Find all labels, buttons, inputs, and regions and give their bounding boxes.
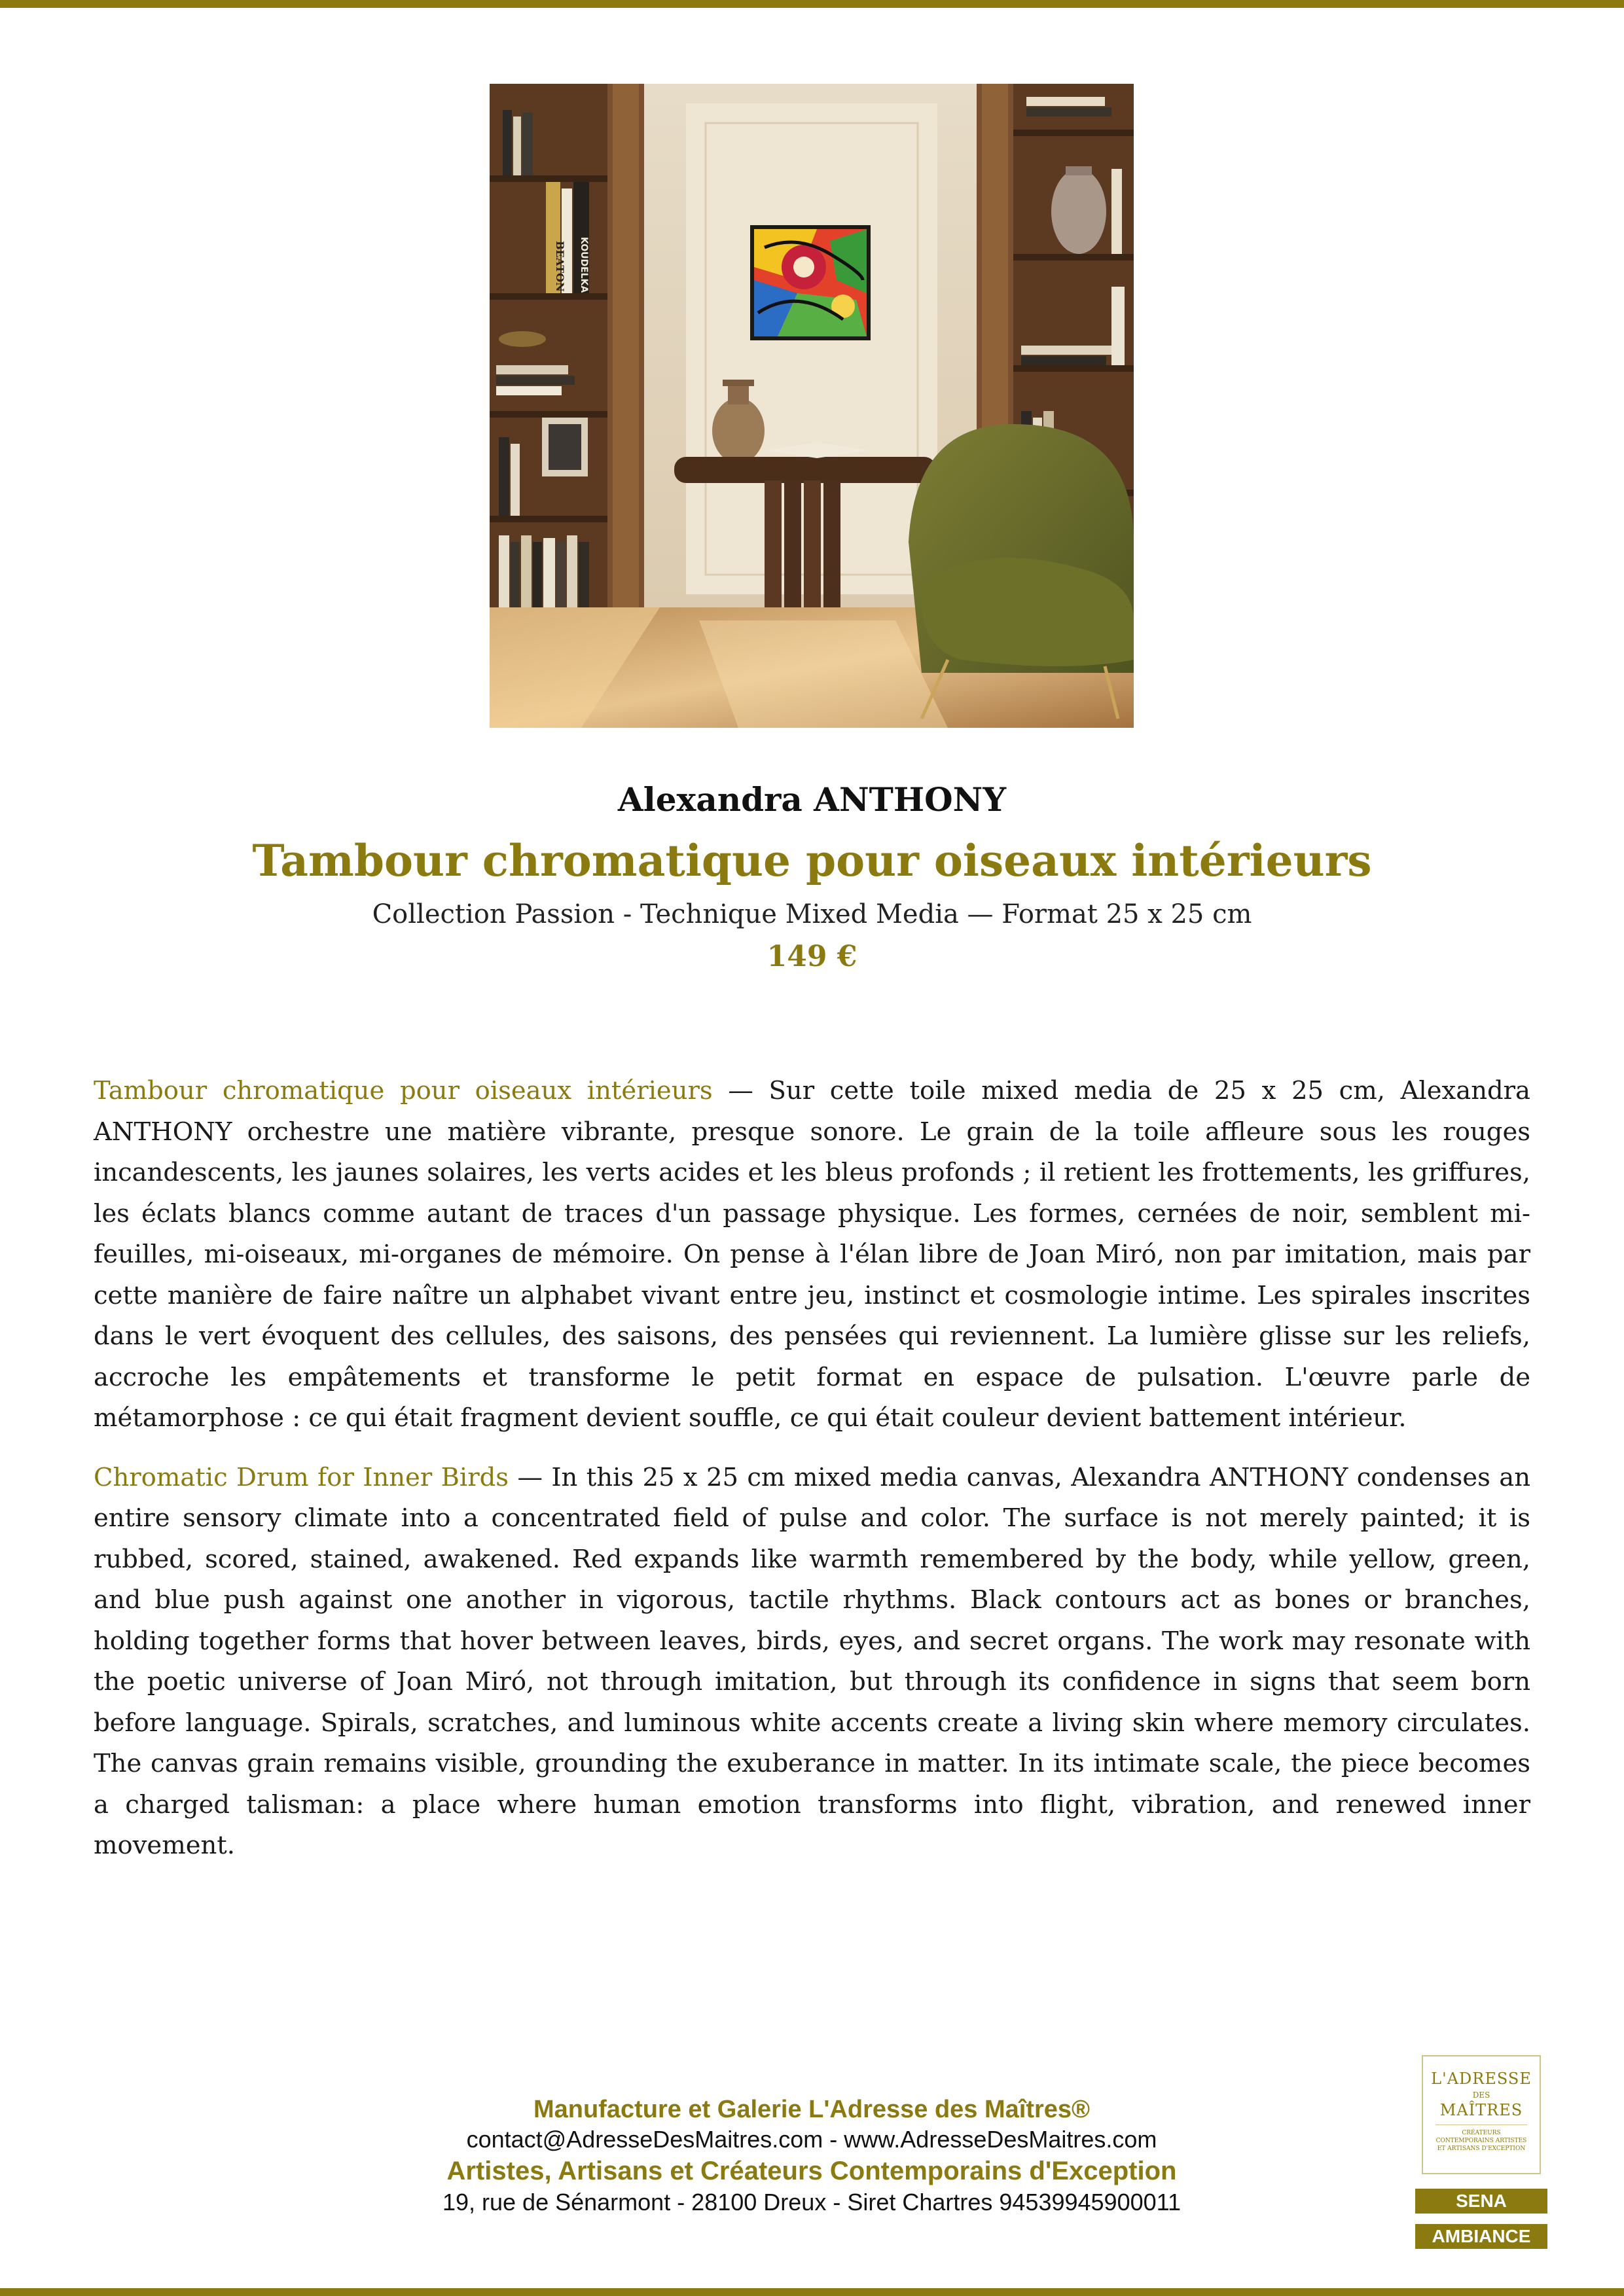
book-spine-beaton: BEATON xyxy=(554,241,566,292)
artwork-price: 149 € xyxy=(767,940,857,973)
description-en xyxy=(94,1458,1530,1867)
logo-line-2: DES xyxy=(1472,2090,1490,2100)
description-fr xyxy=(94,1071,1530,1439)
footer-contact[interactable]: contact@AdresseDesMaitres.com - www.AdresseDesMaitres.com xyxy=(466,2126,1157,2153)
artwork-subtitle: Collection Passion - Technique Mixed Media — Format 25 x 25 cm xyxy=(372,899,1252,929)
description-fr-text: — Sur cette toile mixed media de 25 x 25 cm, Alexandra ANTHONY orchestre une matière vibrante, presque sonore. Le grain de la toile affleure sous les rouges incandescents, les jaunes solaires, les verts acides et les bleus profonds ; il retient les frottements, les griffures, les éclats blancs comme autant de traces d'un passage physique. Les formes, cernées de noir, semblent mi-feuilles, mi-oiseaux, mi-organes de mémoire. On pense à l'élan libre de Joan Miró, non par imitation, mais par cette manière de faire naître un alphabet vivant entre jeu, instinct et cosmologie intime. Les spirales inscrites dans le vert évoquent des cellules, des saisons, des pensées qui reviennent. La lumière glisse sur les reliefs, accroche les empâtements et transforme le petit format en espace de pulsation. L'œuvre parle de métamorphose : ce qui était fragment devient souffle, ce qui était couleur devient battement intérieur. xyxy=(94,1076,1530,1433)
logo-line-3: MAÎTRES xyxy=(1439,2101,1523,2119)
logo-line-1: L'ADRESSE xyxy=(1431,2070,1532,2088)
book-spine-koudelka: KOUDELKA xyxy=(579,237,589,293)
top-border xyxy=(0,0,1624,8)
footer-address: 19, rue de Sénarmont - 28100 Dreux - Siret Chartres 94539945900011 xyxy=(442,2189,1182,2215)
description xyxy=(94,1071,1530,1885)
description-fr-lead: Tambour chromatique pour oiseaux intérieurs xyxy=(94,1076,713,1105)
badge-sena: SENA xyxy=(1415,2189,1547,2214)
bottom-border xyxy=(0,2288,1624,2296)
description-en-text: — In this 25 x 25 cm mixed media canvas, Alexandra ANTHONY condenses an entire sensory climate into a concentrated field of pulse and color. The surface is not merely painted; it is rubbed, scored, stained, awakened. Red expands like warmth remembered by the body, while yellow, green, and blue push against one another in vigorous, tactile rhythms. Black contours act as bones or branches, holding together forms that hover between leaves, birds, eyes, and secret organs. The work may resonate with the poetic universe of Joan Miró, not through imitation, but through its confidence in signs that seem born before language. Spirals, scratches, and luminous white accents create a living skin where memory circulates. The canvas grain remains visible, grounding the exuberance in matter. In its intimate scale, the piece becomes a charged talisman: a place where human emotion transforms into flight, vibration, and renewed inner movement. xyxy=(94,1462,1530,1860)
logo-line-4: CRÉATEURS CONTEMPORAINS ARTISTES ET ARTISANS D'EXCEPTION xyxy=(1435,2130,1527,2152)
badge-ambiance: AMBIANCE xyxy=(1415,2224,1547,2249)
artist-name: Alexandra ANTHONY xyxy=(617,780,1007,819)
footer-tagline: Artistes, Artisans et Créateurs Contemporains d'Exception xyxy=(446,2157,1177,2185)
artwork-title: Tambour chromatique pour oiseaux intérieurs xyxy=(252,835,1372,886)
description-en-lead: Chromatic Drum for Inner Birds xyxy=(94,1462,509,1492)
footer xyxy=(367,2094,1257,2217)
gallery-logo xyxy=(1422,2055,1541,2174)
painting-on-wall xyxy=(750,225,871,340)
artwork-room-photo xyxy=(490,84,1134,728)
footer-company: Manufacture et Galerie L'Adresse des Maîtres® xyxy=(533,2096,1091,2123)
